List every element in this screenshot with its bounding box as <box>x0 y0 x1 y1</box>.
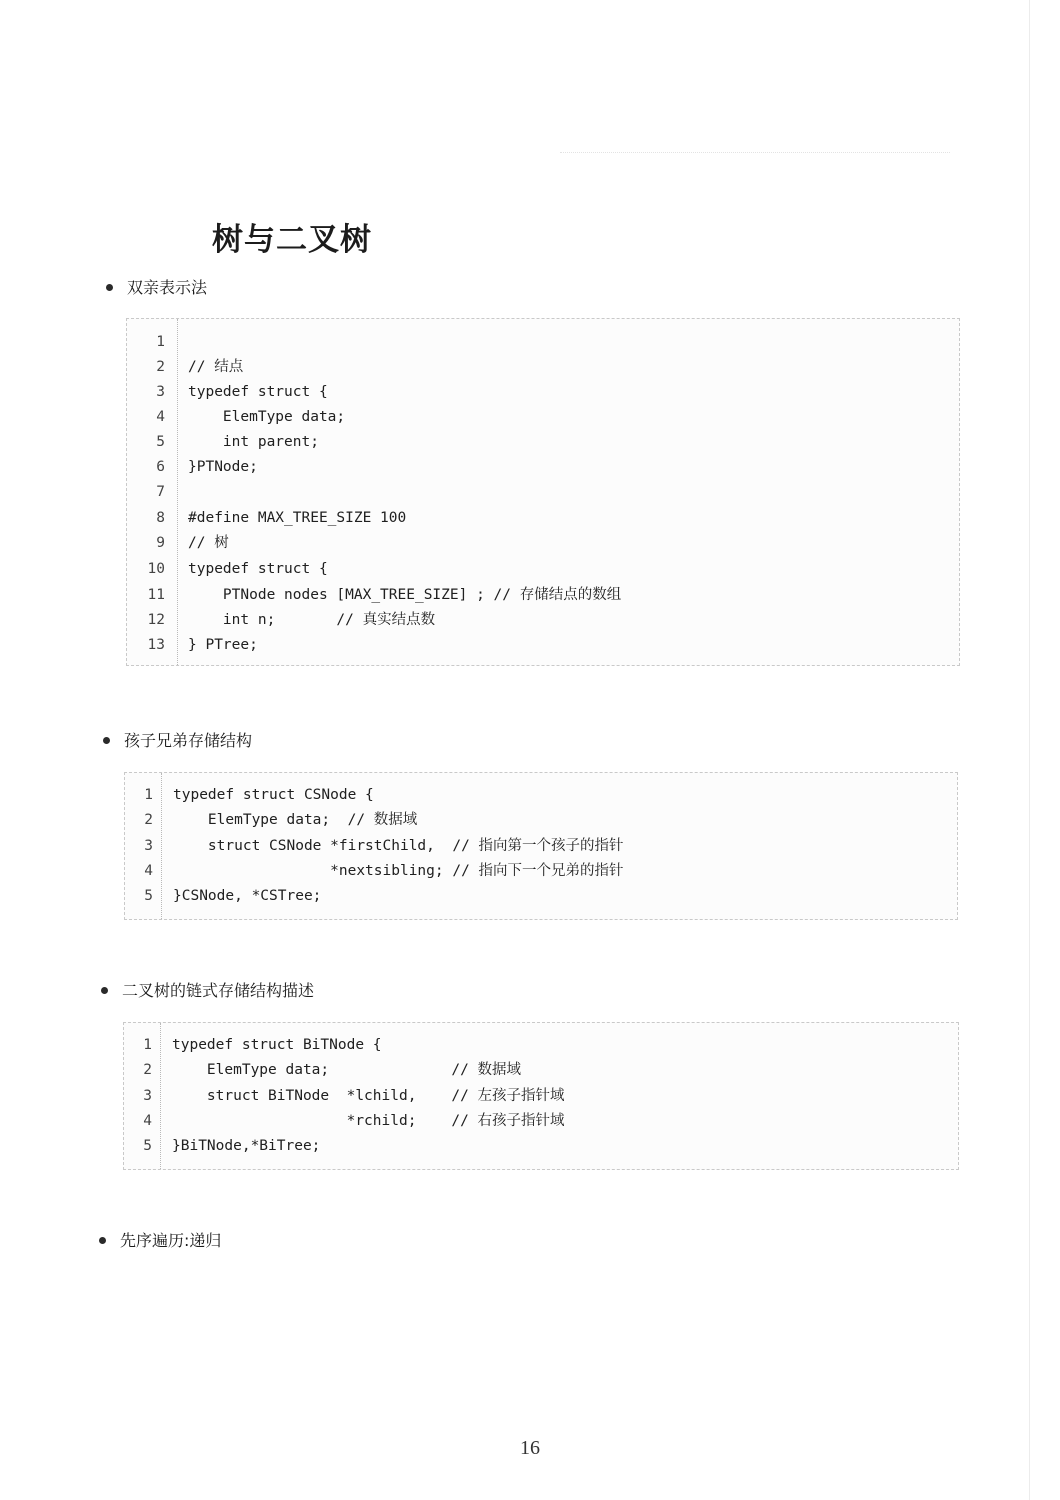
code-line <box>127 506 407 531</box>
code-line <box>125 783 374 808</box>
code-text: } PTree; <box>188 637 258 653</box>
code-text: *rchild; // 右孩子指针域 <box>172 1113 565 1129</box>
line-number: 4 <box>144 863 153 879</box>
code-text: }PTNode; <box>188 459 258 475</box>
line-number: 3 <box>143 1088 152 1104</box>
code-line <box>127 583 622 608</box>
code-text: ElemType data; // 数据域 <box>173 812 418 828</box>
line-number: 11 <box>147 587 165 603</box>
code-block-parent <box>126 318 960 666</box>
code-text: struct CSNode *firstChild, // 指向第一个孩子的指针 <box>173 838 624 854</box>
line-number: 12 <box>147 612 165 628</box>
code-text: ElemType data; // 数据域 <box>172 1062 522 1078</box>
bullet-child-sibling <box>103 728 252 751</box>
line-number-gutter <box>160 1023 161 1169</box>
code-line <box>127 330 165 355</box>
code-text: typedef struct { <box>188 561 328 577</box>
code-block-child-sibling <box>124 772 958 920</box>
code-line <box>127 633 258 658</box>
code-text: // 树 <box>188 535 229 551</box>
code-line <box>125 859 624 884</box>
page-edge <box>1029 0 1030 1500</box>
code-text: int n; // 真实结点数 <box>188 612 436 628</box>
section-heading: 孩子兄弟存储结构 <box>124 731 253 750</box>
bullet-dot <box>99 1237 106 1244</box>
code-text: typedef struct CSNode { <box>173 787 374 803</box>
line-number: 1 <box>156 334 165 350</box>
line-number: 9 <box>156 535 165 551</box>
bullet-parent-representation <box>106 275 207 298</box>
code-line <box>125 808 418 833</box>
code-line <box>125 834 624 859</box>
code-text: *nextsibling; // 指向下一个兄弟的指针 <box>173 863 624 879</box>
line-number: 2 <box>143 1062 152 1078</box>
bullet-binary-tree-linked <box>101 978 314 1001</box>
line-number: 5 <box>144 888 153 904</box>
line-number: 3 <box>156 384 165 400</box>
code-text: PTNode nodes [MAX_TREE_SIZE] ; // 存储结点的数组 <box>188 587 622 603</box>
code-line <box>127 355 244 380</box>
line-number: 5 <box>143 1138 152 1154</box>
line-number: 6 <box>156 459 165 475</box>
section-heading: 先序遍历:递归 <box>120 1231 222 1250</box>
bullet-dot <box>101 987 108 994</box>
bullet-dot <box>106 284 113 291</box>
line-number: 2 <box>156 359 165 375</box>
line-number: 4 <box>143 1113 152 1129</box>
line-number: 2 <box>144 812 153 828</box>
line-number: 13 <box>147 637 165 653</box>
page-title: 树与二叉树 <box>212 222 372 258</box>
code-text: // 结点 <box>188 359 244 375</box>
code-line <box>124 1109 565 1134</box>
code-text: }CSNode, *CSTree; <box>173 888 322 904</box>
code-line <box>124 1033 382 1058</box>
code-text: #define MAX_TREE_SIZE 100 <box>188 510 407 526</box>
code-line <box>127 480 165 505</box>
code-text: int parent; <box>188 434 319 450</box>
section-heading: 二叉树的链式存储结构描述 <box>122 981 315 1000</box>
line-number: 3 <box>144 838 153 854</box>
code-line <box>127 455 258 480</box>
line-number-gutter <box>161 773 162 919</box>
code-text: typedef struct BiTNode { <box>172 1037 382 1053</box>
page-number: 16 <box>520 1437 540 1459</box>
code-line <box>124 1084 565 1109</box>
code-block-bitree <box>123 1022 959 1170</box>
line-number-gutter <box>177 319 178 665</box>
code-line <box>127 380 328 405</box>
line-number: 4 <box>156 409 165 425</box>
code-line <box>124 1134 321 1159</box>
code-text: ElemType data; <box>188 409 346 425</box>
code-line <box>124 1058 522 1083</box>
code-line <box>127 608 436 633</box>
code-text: typedef struct { <box>188 384 328 400</box>
code-line <box>127 557 328 582</box>
code-text: }BiTNode,*BiTree; <box>172 1138 321 1154</box>
line-number: 7 <box>156 484 165 500</box>
line-number: 1 <box>143 1037 152 1053</box>
section-heading: 双亲表示法 <box>127 278 208 297</box>
code-line <box>127 405 346 430</box>
bullet-preorder-recursive <box>99 1228 221 1251</box>
code-line <box>125 884 322 909</box>
line-number: 8 <box>156 510 165 526</box>
code-line <box>127 430 319 455</box>
line-number: 10 <box>147 561 165 577</box>
line-number: 1 <box>144 787 153 803</box>
line-number: 5 <box>156 434 165 450</box>
scan-rule <box>560 152 950 154</box>
code-text: struct BiTNode *lchild, // 左孩子指针域 <box>172 1088 565 1104</box>
bullet-dot <box>103 737 110 744</box>
code-line <box>127 531 229 556</box>
